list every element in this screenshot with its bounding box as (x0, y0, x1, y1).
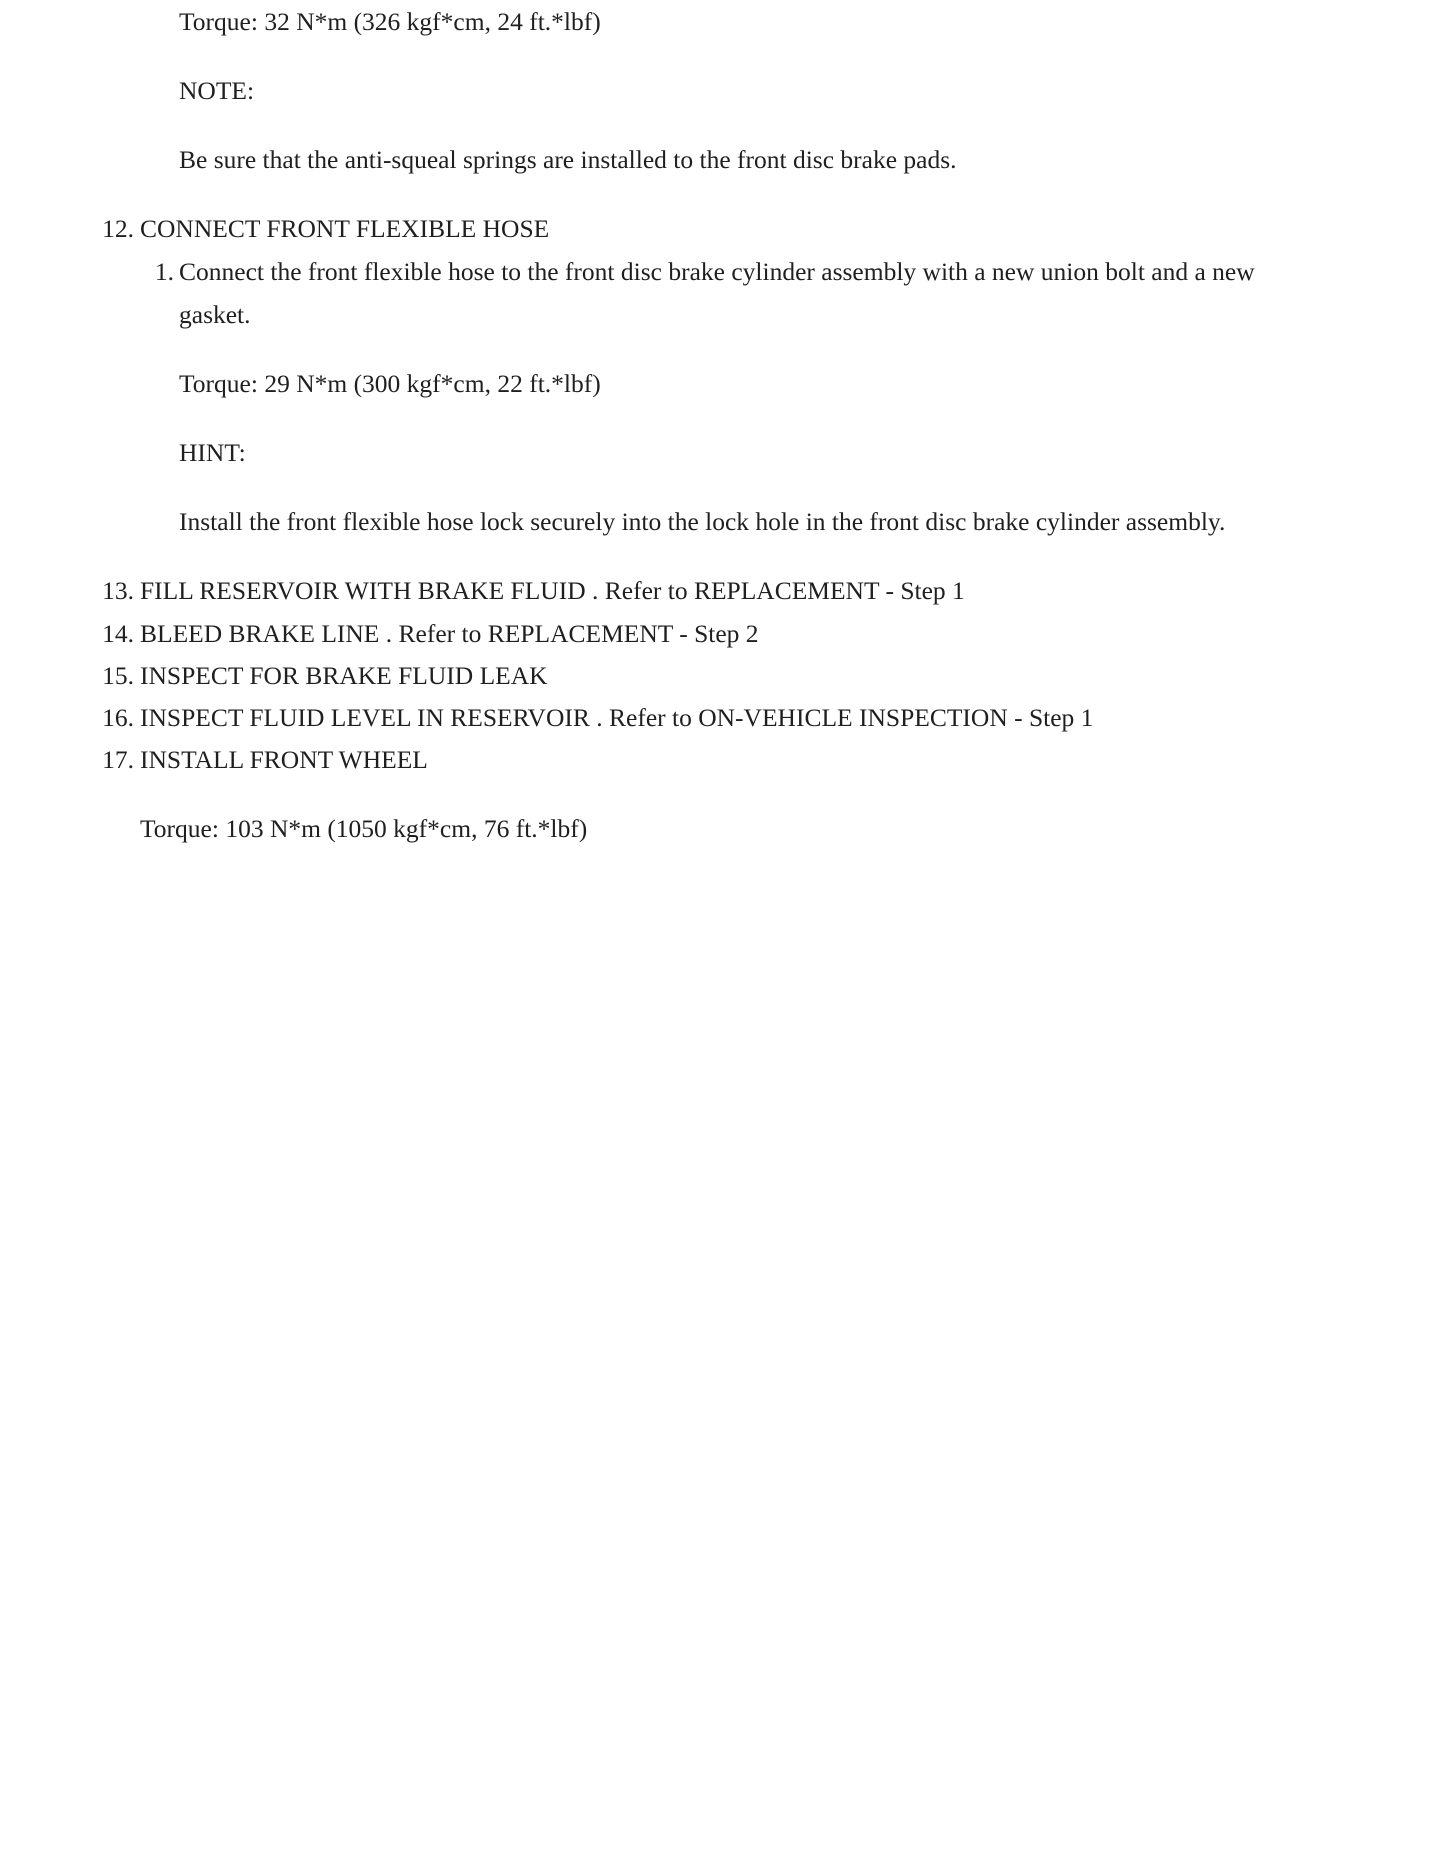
step-title: CONNECT FRONT FLEXIBLE HOSE (140, 214, 550, 243)
torque-spec: Torque: 32 N*m (326 kgf*cm, 24 ft.*lbf) (179, 7, 601, 36)
reference-link[interactable]: ON-VEHICLE INSPECTION - Step 1 (698, 703, 1094, 732)
step-number: 15. (102, 661, 134, 690)
ref-prefix: . Refer to (592, 576, 694, 605)
substep-text-line1: Connect the front flexible hose to the front disc brake cylinder assembly with a new union bolt and a new (179, 257, 1255, 286)
step-title: INSPECT FLUID LEVEL IN RESERVOIR (140, 703, 590, 732)
reference-link[interactable]: REPLACEMENT - Step 2 (487, 619, 759, 648)
torque-spec: Torque: 103 N*m (1050 kgf*cm, 76 ft.*lbf) (140, 814, 588, 843)
step-line (140, 696, 1093, 739)
step-number: 12. (102, 214, 134, 243)
step-title: INSTALL FRONT WHEEL (140, 745, 428, 774)
substep-number: 1. (154, 257, 174, 286)
step-number: 17. (102, 745, 134, 774)
step-line (140, 569, 965, 612)
step-number: 13. (102, 576, 134, 605)
step-title: FILL RESERVOIR WITH BRAKE FLUID (140, 576, 586, 605)
hint-label: HINT: (179, 438, 246, 467)
note-label: NOTE: (179, 76, 255, 105)
step-title: INSPECT FOR BRAKE FLUID LEAK (140, 661, 548, 690)
step-number: 14. (102, 619, 134, 648)
reference-link[interactable]: REPLACEMENT - Step 1 (693, 576, 965, 605)
ref-prefix: . Refer to (596, 703, 699, 732)
step-number: 16. (102, 703, 134, 732)
torque-spec: Torque: 29 N*m (300 kgf*cm, 22 ft.*lbf) (179, 369, 601, 398)
note-text: Be sure that the anti-squeal springs are installed to the front disc brake pads. (179, 145, 957, 174)
substep-text-line2: gasket. (179, 300, 251, 329)
ref-prefix: . Refer to (385, 619, 488, 648)
hint-text: Install the front flexible hose lock securely into the lock hole in the front disc brake cylinder assembly. (179, 507, 1226, 536)
step-line (140, 612, 759, 655)
step-title: BLEED BRAKE LINE (140, 619, 380, 648)
